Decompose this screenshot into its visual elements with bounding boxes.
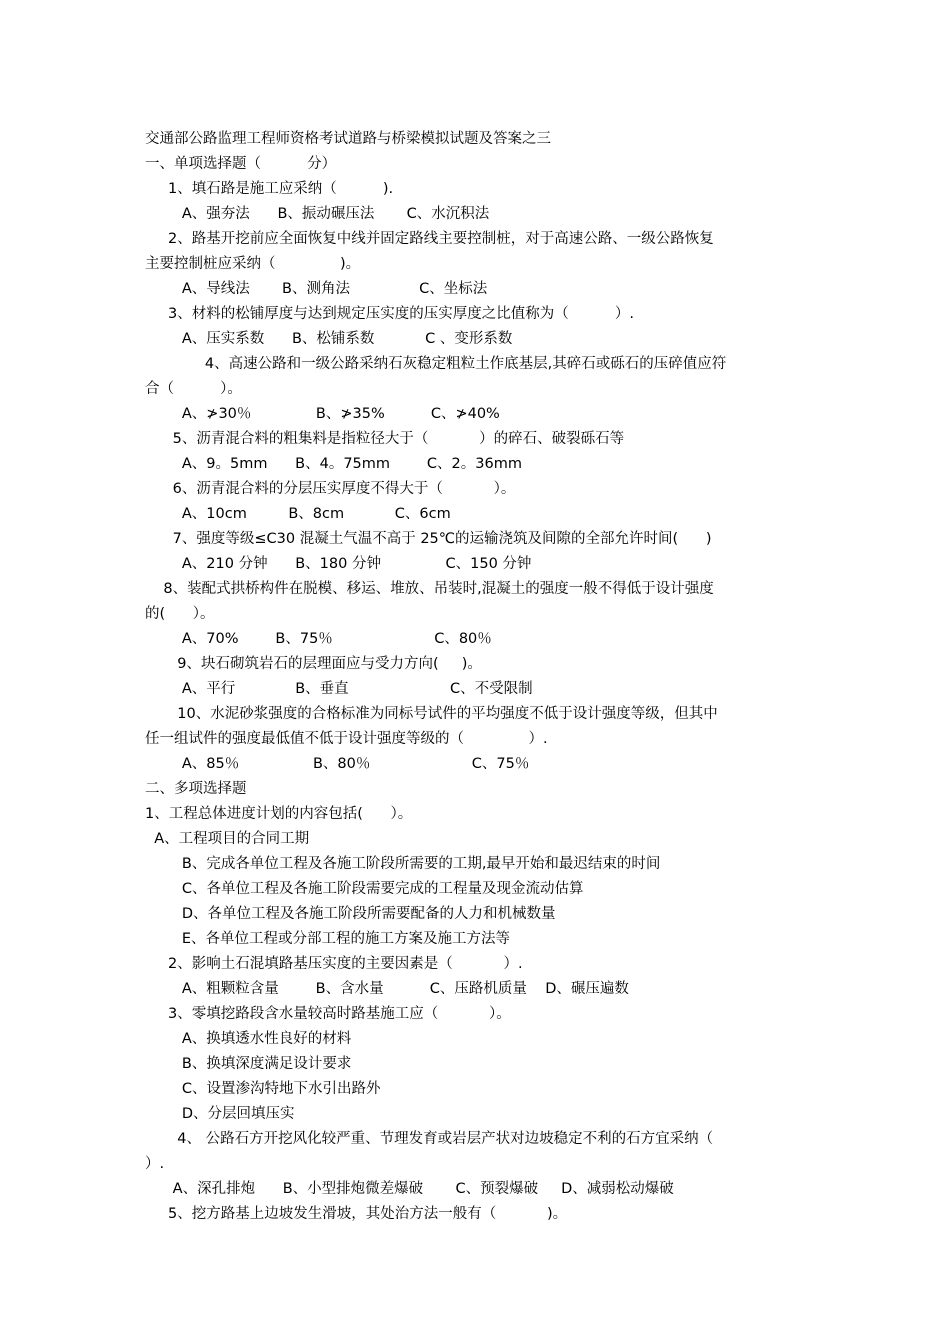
multi-question-4: 4、 公路石方开挖风化较严重、节理发育或岩层产状对边坡稳定不利的石方宜采纳（ <box>145 1131 714 1147</box>
question-6-options: A、10cm B、8cm C、6cm <box>145 506 451 522</box>
question-3: 3、材料的松铺厚度与达到规定压实度的压实厚度之比值称为（ ）. <box>145 306 634 322</box>
question-10: 10、水泥砂浆强度的合格标准为同标号试件的平均强度不低于设计强度等级，但其中 <box>145 706 718 722</box>
multi-question-1-option-c: C、各单位工程及各施工阶段需要完成的工程量及现金流动估算 <box>145 881 584 897</box>
multi-question-3-option-a: A、换填透水性良好的材料 <box>145 1031 352 1047</box>
question-8-options: A、70% B、75％ C、80％ <box>145 631 492 647</box>
multi-question-1-option-a: A、工程项目的合同工期 <box>145 831 310 847</box>
question-1: 1、填石路是施工应采纳（ ). <box>145 181 394 197</box>
multi-question-4-options: A、深孔排炮 B、小型排炮微差爆破 C、预裂爆破 D、减弱松动爆破 <box>145 1181 674 1197</box>
document-body <box>145 127 815 1227</box>
question-4: 4、高速公路和一级公路采纳石灰稳定粗粒土作底基层,其碎石或砾石的压碎值应符 <box>145 356 727 372</box>
question-10-continued: 任一组试件的强度最低值不低于设计强度等级的（ ）. <box>145 731 548 747</box>
question-10-options: A、85％ B、80％ C、75％ <box>145 756 530 772</box>
question-5: 5、沥青混合料的粗集料是指粒径大于（ ）的碎石、破裂砾石等 <box>145 431 625 447</box>
question-2-continued: 主要控制桩应采纳（ )。 <box>145 256 361 272</box>
multi-question-4-continued: ）. <box>145 1156 165 1172</box>
multi-question-1-option-d: D、各单位工程及各施工阶段所需要配备的人力和机械数量 <box>145 906 556 922</box>
question-9-options: A、平行 B、垂直 C、不受限制 <box>145 681 533 697</box>
question-2-options: A、导线法 B、测角法 C、坐标法 <box>145 281 488 297</box>
question-9: 9、块石砌筑岩石的层理面应与受力方向( )。 <box>145 656 482 672</box>
multi-question-5: 5、挖方路基上边坡发生滑坡，其处治方法一般有（ )。 <box>145 1206 568 1222</box>
question-4-options: A、≯30％ B、≯35% C、≯40% <box>145 406 500 422</box>
multi-question-2: 2、影响土石混填路基压实度的主要因素是（ ）. <box>145 956 523 972</box>
question-7-options: A、210 分钟 B、180 分钟 C、150 分钟 <box>145 556 532 572</box>
document-title: 交通部公路监理工程师资格考试道路与桥梁模拟试题及答案之三 <box>145 131 551 147</box>
multi-question-3-option-b: B、换填深度满足设计要求 <box>145 1056 352 1072</box>
section-heading-single-choice: 一、单项选择题（ 分） <box>145 156 337 172</box>
multi-question-1-option-e: E、各单位工程或分部工程的施工方案及施工方法等 <box>145 931 511 947</box>
question-6: 6、沥青混合料的分层压实厚度不得大于（ ）。 <box>145 481 516 497</box>
question-8-continued: 的( ）。 <box>145 606 215 622</box>
multi-question-3: 3、零填挖路段含水量较高时路基施工应（ ）。 <box>145 1006 511 1022</box>
question-1-options: A、强夯法 B、振动碾压法 C、水沉积法 <box>145 206 490 222</box>
question-3-options: A、压实系数 B、松铺系数 C 、变形系数 <box>145 331 513 347</box>
question-4-continued: 合（ ）。 <box>145 381 242 397</box>
question-7: 7、强度等级≤C30 混凝土气温不高于 25℃的运输浇筑及间隙的全部允许时间( ) <box>145 531 712 547</box>
multi-question-2-options: A、粗颗粒含量 B、含水量 C、压路机质量 D、碾压遍数 <box>145 981 629 997</box>
multi-question-3-option-d: D、分层回填压实 <box>145 1106 295 1122</box>
question-2: 2、路基开挖前应全面恢复中线并固定路线主要控制桩，对于高速公路、一级公路恢复 <box>145 231 714 247</box>
multi-question-1-option-b: B、完成各单位工程及各施工阶段所需要的工期,最早开始和最迟结束的时间 <box>145 856 661 872</box>
question-5-options: A、9。5mm B、4。75mm C、2。36mm <box>145 456 522 472</box>
section-heading-multiple-choice: 二、多项选择题 <box>145 781 247 797</box>
question-8: 8、装配式拱桥构件在脱模、移运、堆放、吊装时,混凝土的强度一般不得低于设计强度 <box>145 581 714 597</box>
multi-question-3-option-c: C、设置渗沟特地下水引出路外 <box>145 1081 381 1097</box>
multi-question-1: 1、工程总体进度计划的内容包括( ）。 <box>145 806 413 822</box>
